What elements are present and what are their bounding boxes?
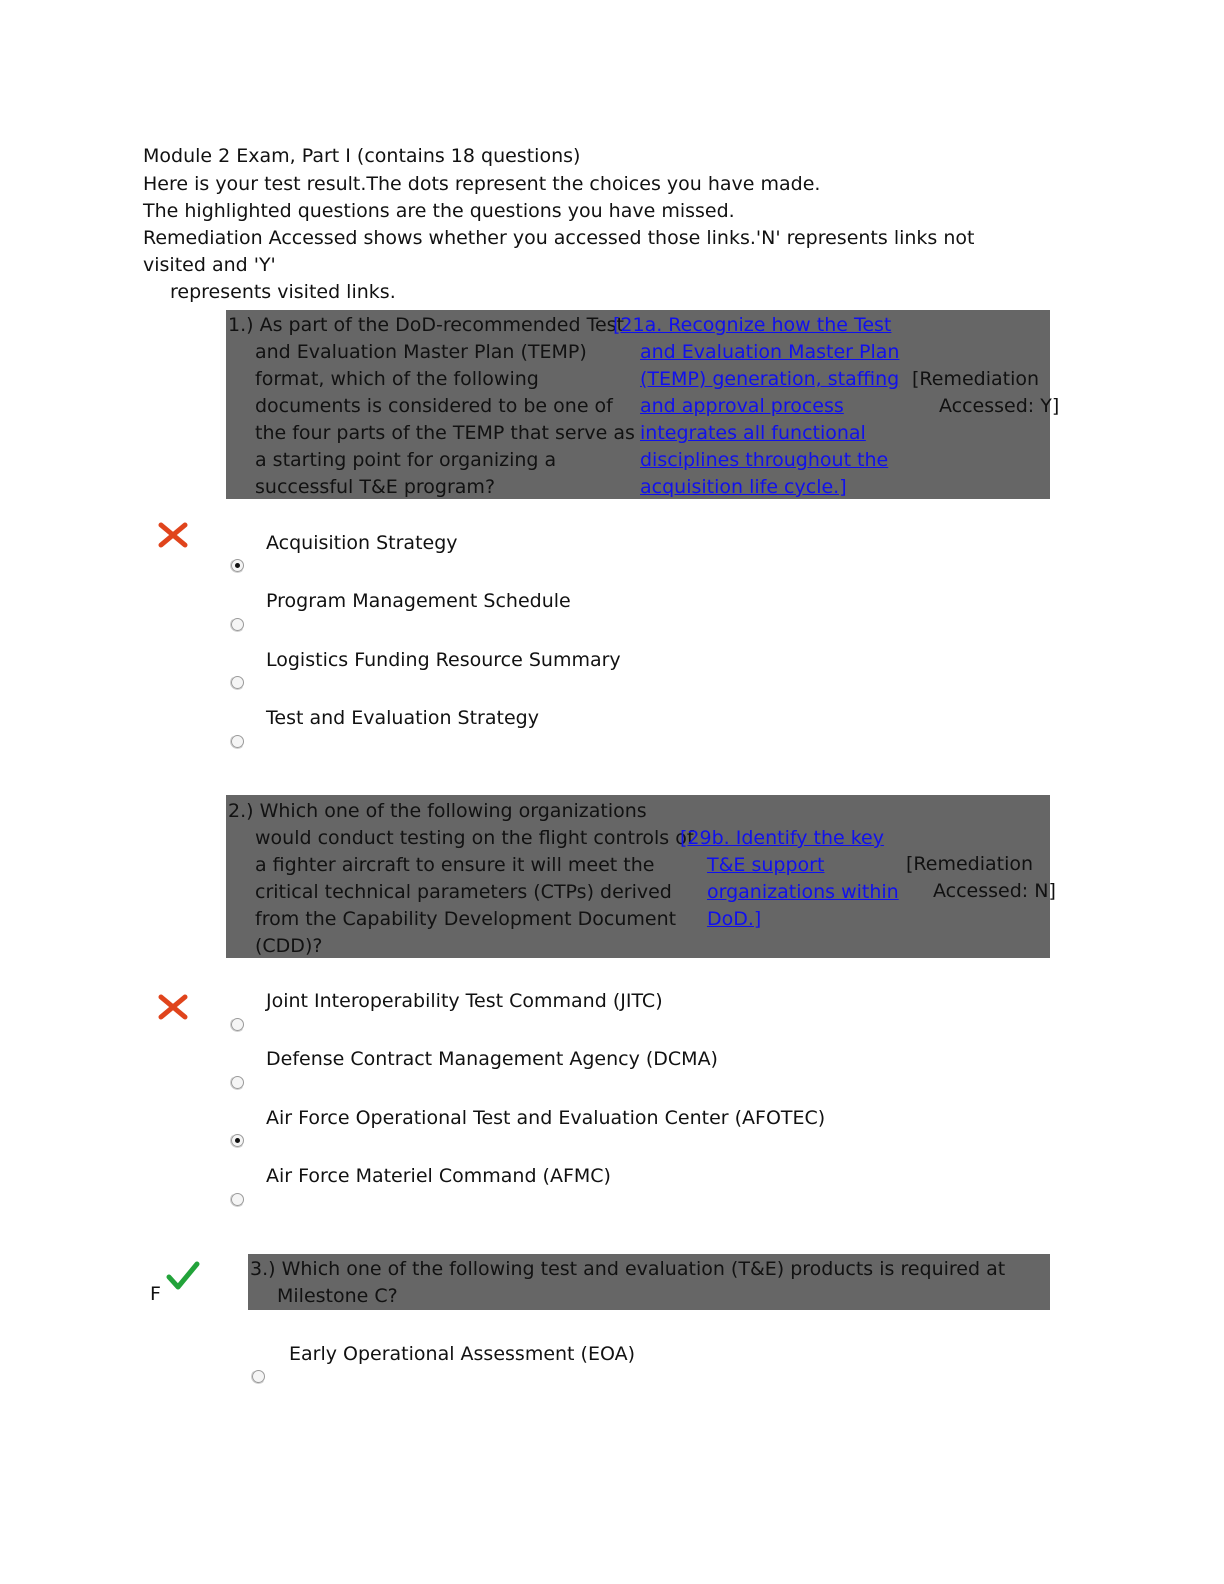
x-mark-icon — [158, 522, 188, 548]
question-1-option-4-radio[interactable] — [231, 735, 244, 748]
question-1-option-1-label: Acquisition Strategy — [266, 532, 458, 554]
question-3-box — [248, 1254, 1050, 1310]
question-1-option-2-radio[interactable] — [231, 618, 244, 631]
question-1-text: 1.) As part of the DoD-recommended Test and Evaluation Master Plan (TEMP) format, which of the following documents is considered to be one of the four parts of the TEMP that serve as a starting point for organizing a successful T&E program? — [228, 314, 635, 498]
question-1-option-3-label: Logistics Funding Resource Summary — [266, 649, 621, 671]
question-1-option-2-label: Program Management Schedule — [266, 590, 571, 612]
question-2-remediation-status: [Remediation Accessed: N] — [906, 853, 1056, 902]
question-1-option-1-radio[interactable] — [231, 559, 244, 572]
remediation-explanation — [143, 225, 1043, 306]
question-3-option-1-radio[interactable] — [252, 1370, 265, 1383]
exam-title: Module 2 Exam, Part I (contains 18 questions) — [143, 145, 581, 167]
question-2-option-2-radio[interactable] — [231, 1076, 244, 1089]
question-1-box — [226, 310, 1060, 499]
question-2-option-1-label: Joint Interoperability Test Command (JITC) — [266, 990, 663, 1012]
question-2-option-3-label: Air Force Operational Test and Evaluation Center (AFOTEC) — [266, 1107, 826, 1129]
check-mark-icon — [166, 1260, 200, 1292]
question-3-letter: F — [150, 1283, 161, 1305]
question-2-option-4-label: Air Force Materiel Command (AFMC) — [266, 1165, 611, 1187]
question-2-box — [226, 795, 1056, 958]
question-3-option-1-label: Early Operational Assessment (EOA) — [289, 1343, 635, 1365]
question-1-remediation-link[interactable]: [21a. Recognize how the Test and Evaluation Master Plan (TEMP) generation, staffing and approval process integrates all functional disciplines throughout the acquisition life cycle.] — [613, 314, 900, 498]
remediation-explanation-line: Remediation Accessed shows whether you accessed those links.'N' represents links not visited and 'Y' — [143, 227, 975, 276]
question-2-option-4-radio[interactable] — [231, 1193, 244, 1206]
result-intro-line: Here is your test result.The dots represent the choices you have made. — [143, 173, 821, 195]
question-2-option-2-label: Defense Contract Management Agency (DCMA) — [266, 1048, 718, 1070]
question-1-option-3-radio[interactable] — [231, 676, 244, 689]
question-2-option-3-radio[interactable] — [231, 1134, 244, 1147]
question-2-text: 2.) Which one of the following organizations would conduct testing on the flight controls of a fighter aircraft to ensure it will meet the critical technical parameters (CTPs) derived from the Capability Development Document (CDD)? — [228, 800, 694, 957]
question-1-option-4-label: Test and Evaluation Strategy — [266, 707, 539, 729]
highlight-explanation-line: The highlighted questions are the questions you have missed. — [143, 200, 735, 222]
question-3-text: 3.) Which one of the following test and evaluation (T&E) products is required at Milestone C? — [250, 1258, 1006, 1307]
question-2-remediation-link[interactable]: [29b. Identify the key T&E support organizations within DoD.] — [680, 827, 899, 930]
x-mark-icon — [158, 994, 188, 1020]
question-2-option-1-radio[interactable] — [231, 1018, 244, 1031]
remediation-explanation-continued: represents visited links. — [170, 281, 396, 303]
question-1-remediation-status: [Remediation Accessed: Y] — [912, 368, 1060, 417]
